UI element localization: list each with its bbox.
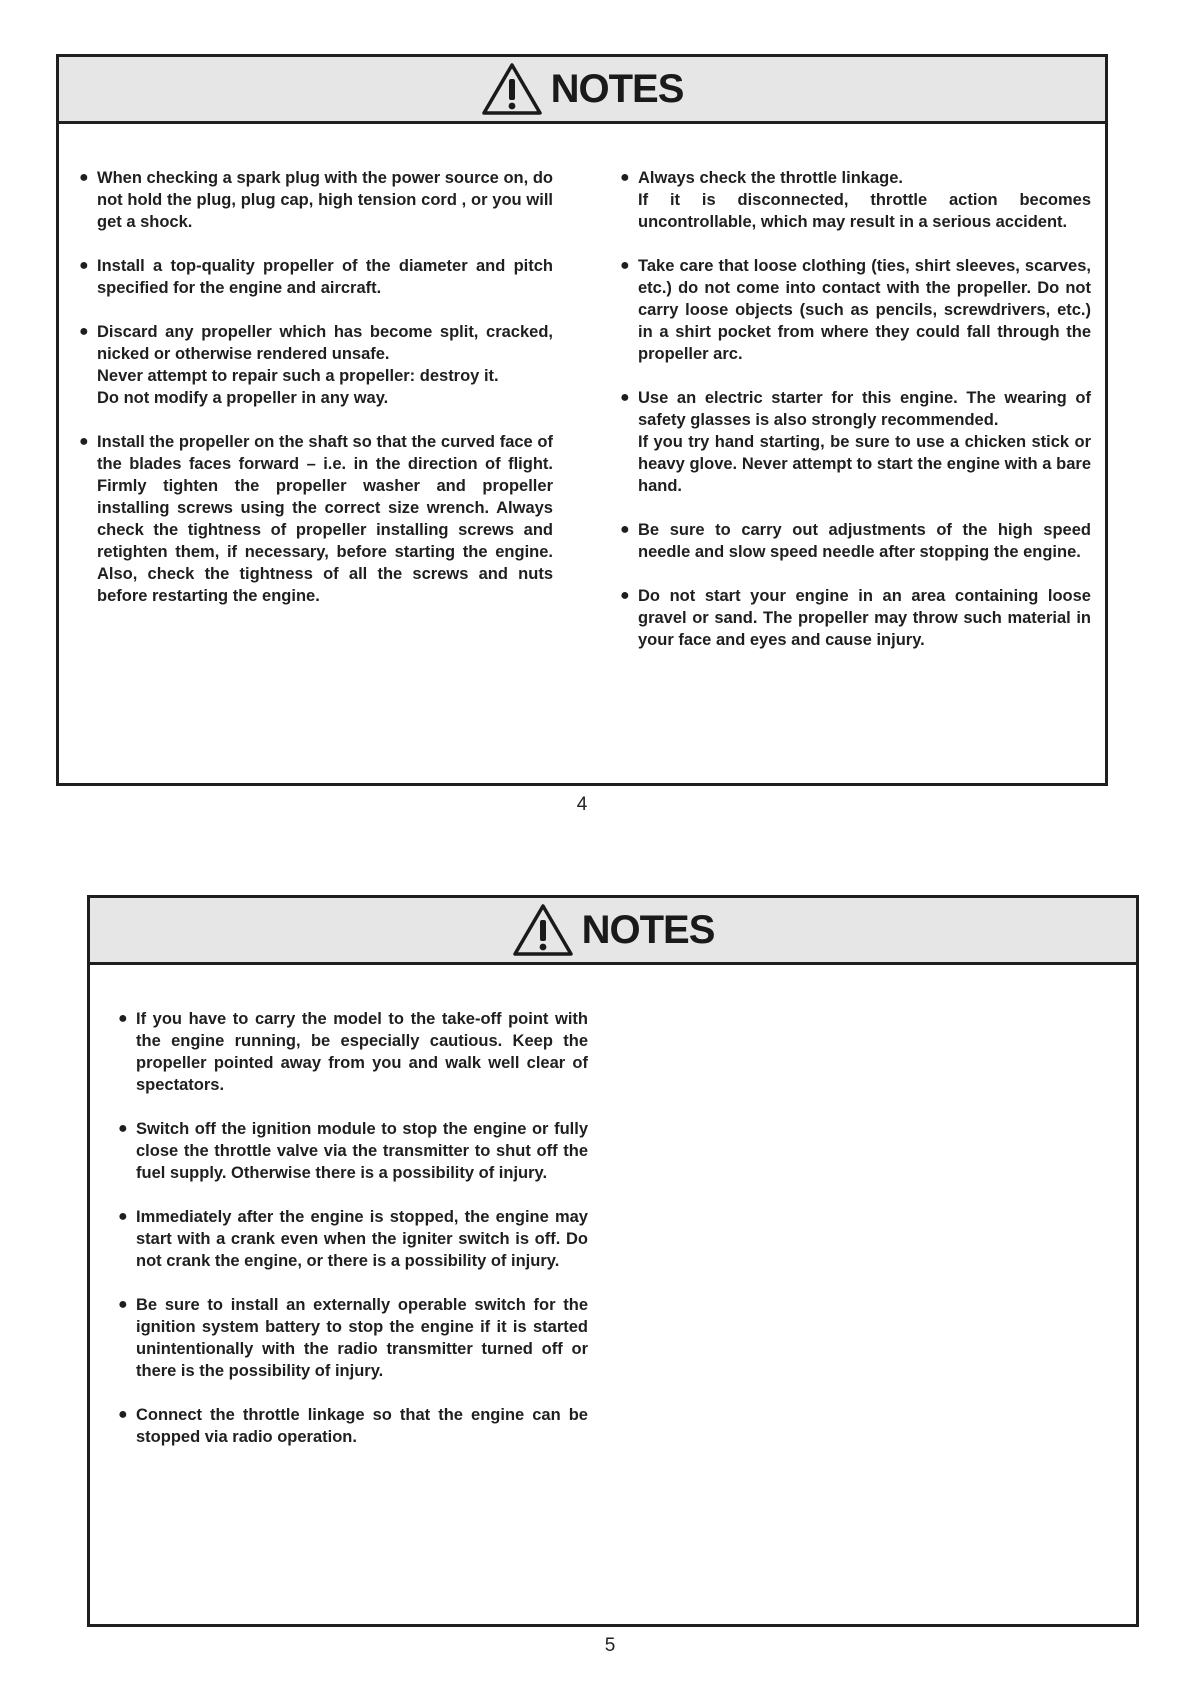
bullet-icon: ● [79,169,89,186]
bullet-icon: ● [79,433,89,450]
note-text: Do not modify a propeller in any way. [97,389,389,407]
bullet-icon: ● [79,323,89,340]
note-text: If you try hand starting, be sure to use a chicken stick or heavy glove. Never attempt to start the engine with a bare hand. [638,433,1091,495]
note-text: Immediately after the engine is stopped, the engine may start with a crank even when the igniter switch is off. Do not crank the engine, or there is a possibility of injury. [136,1208,588,1270]
note-text: Always check the throttle linkage. [638,169,903,187]
bullet-icon: ● [620,169,630,186]
bullet-icon: ● [118,1208,128,1225]
bullet-icon: ● [620,521,630,538]
note-item [118,1404,588,1448]
note-text: Do not start your engine in an area containing loose gravel or sand. The propeller may throw such material in your face and eyes and cause injury. [638,587,1091,649]
note-item [620,387,1091,497]
bullet-icon: ● [620,257,630,274]
warning-triangle-icon [512,903,574,957]
note-text: Discard any propeller which has become split, cracked, nicked or otherwise rendered unsafe. [97,323,553,363]
note-item [620,255,1091,365]
note-text: When checking a spark plug with the power source on, do not hold the plug, plug cap, high tension cord , or you will get a shock. [97,169,553,231]
note-text: Take care that loose clothing (ties, shirt sleeves, scarves, etc.) do not come into contact with the propeller. Do not carry loose objects (such as pencils, screwdrivers, etc.) in a shirt pocket from where they could fall through the propeller arc. [638,257,1091,363]
bullet-icon: ● [620,389,630,406]
warning-triangle-icon [481,62,543,116]
note-text: Never attempt to repair such a propeller: destroy it. [97,367,499,385]
bullet-icon: ● [79,257,89,274]
note-text: Install the propeller on the shaft so that the curved face of the blades faces forward – i.e. in the direction of flight. Firmly tighten the propeller washer and propeller installing screws using the correct size wrench. Always check the tightness of propeller installing screws and retighten them, if necessary, before starting the engine. Also, check the tightness of all the screws and nuts before restarting the engine. [97,433,553,605]
note-item [620,585,1091,651]
note-text: Install a top-quality propeller of the diameter and pitch specified for the engine and aircraft. [97,257,553,297]
note-item [79,167,553,233]
page-number: 5 [604,1635,616,1656]
notes-title: NOTES [550,67,684,111]
bullet-icon: ● [118,1120,128,1137]
note-item [118,1294,588,1382]
bullet-icon: ● [118,1406,128,1423]
note-text: Be sure to carry out adjustments of the high speed needle and slow speed needle after stopping the engine. [638,521,1091,561]
note-item [118,1118,588,1184]
note-item [79,431,553,607]
note-text: Connect the throttle linkage so that the engine can be stopped via radio operation. [136,1406,588,1446]
notes-panel-page-5 [87,895,1139,1627]
note-item [79,255,553,299]
bullet-icon: ● [118,1296,128,1313]
page-number: 4 [576,794,588,815]
notes-panel-page-4 [56,54,1108,786]
notes-left-column [79,167,553,629]
note-text: Be sure to install an externally operable switch for the ignition system battery to stop the engine if it is started unintentionally with the radio transmitter turned off or there is the possibility of injury. [136,1296,588,1380]
note-item [79,321,553,409]
notes-header [59,57,1105,124]
note-text: If it is disconnected, throttle action becomes uncontrollable, which may result in a serious accident. [638,191,1091,231]
note-text: Switch off the ignition module to stop the engine or fully close the throttle valve via the transmitter to shut off the fuel supply. Otherwise there is a possibility of injury. [136,1120,588,1182]
notes-left-column [118,1008,588,1470]
note-item [118,1206,588,1272]
bullet-icon: ● [620,587,630,604]
notes-right-column [620,167,1091,673]
notes-title: NOTES [581,908,715,952]
note-text: If you have to carry the model to the take-off point with the engine running, be especially cautious. Keep the propeller pointed away from you and walk well clear of spectators. [136,1010,588,1094]
note-text: Use an electric starter for this engine. The wearing of safety glasses is also strongly recommended. [638,389,1091,429]
note-item [620,167,1091,233]
note-item [118,1008,588,1096]
notes-header [90,898,1136,965]
bullet-icon: ● [118,1010,128,1027]
note-item [620,519,1091,563]
